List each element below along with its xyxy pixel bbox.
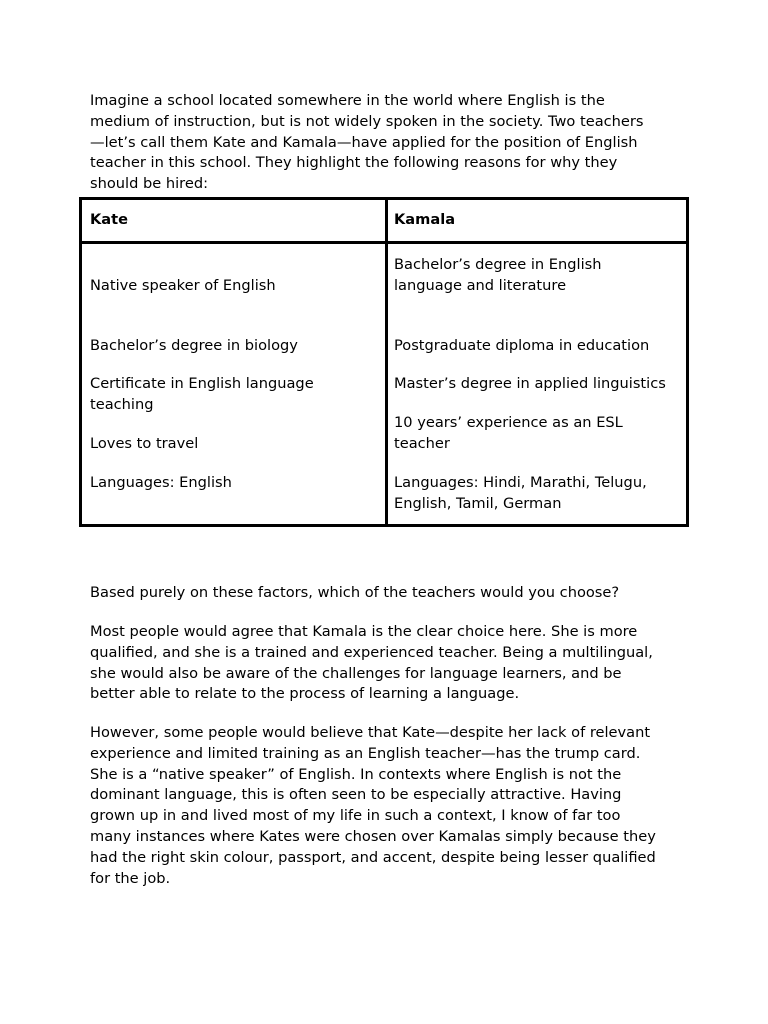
kamala-cell: 10 years’ experience as an ESL teacher [394,414,623,452]
kamala-cell: Languages: Hindi, Marathi, Telugu, English, Tamil, German [394,474,647,512]
kate-cell: Languages: English [90,474,232,491]
comparison-table [79,197,689,527]
header-divider [82,241,686,244]
kate-cell: Certificate in English language teaching [90,375,314,413]
question-paragraph: Based purely on these factors, which of the teachers would you choose? [90,584,620,601]
kate-cell: Loves to travel [90,435,199,452]
kamala-cell: Master’s degree in applied linguistics [394,375,666,392]
kamala-cell: Postgraduate diploma in education [394,337,650,354]
header-kamala: Kamala [394,211,456,228]
kate-cell: Native speaker of English [90,277,276,294]
kamala-cell: Bachelor’s degree in English language and literature [394,256,602,294]
intro-paragraph: Imagine a school located somewhere in the world where English is the medium of instruction, but is not widely spoken in the society. Two teachers —let’s call them Kate and Kamala—have applied for the position of English teacher in this school. They highlight the following reasons for why they should be hired: [90,92,644,193]
kate-paragraph: However, some people would believe that Kate—despite her lack of relevant experience and limited training as an English teacher—has the trump card. She is a “native speaker” of English. In contexts where English is not the dominant language, this is often seen to be especially attractive. Having grown up in and lived most of my life in such a context, I know of far too many instances where Kates were chosen over Kamalas simply because they had the right skin colour, passport, and accent, despite being lesser qualified for the job. [90,724,656,887]
header-kate: Kate [90,211,129,228]
column-divider [385,200,388,524]
kate-cell: Bachelor’s degree in biology [90,337,298,354]
kamala-paragraph: Most people would agree that Kamala is the clear choice here. She is more qualified, and she is a trained and experienced teacher. Being a multilingual, she would also be aware of the challenges for language learners, and be better able to relate to the process of learning a language. [90,623,653,703]
